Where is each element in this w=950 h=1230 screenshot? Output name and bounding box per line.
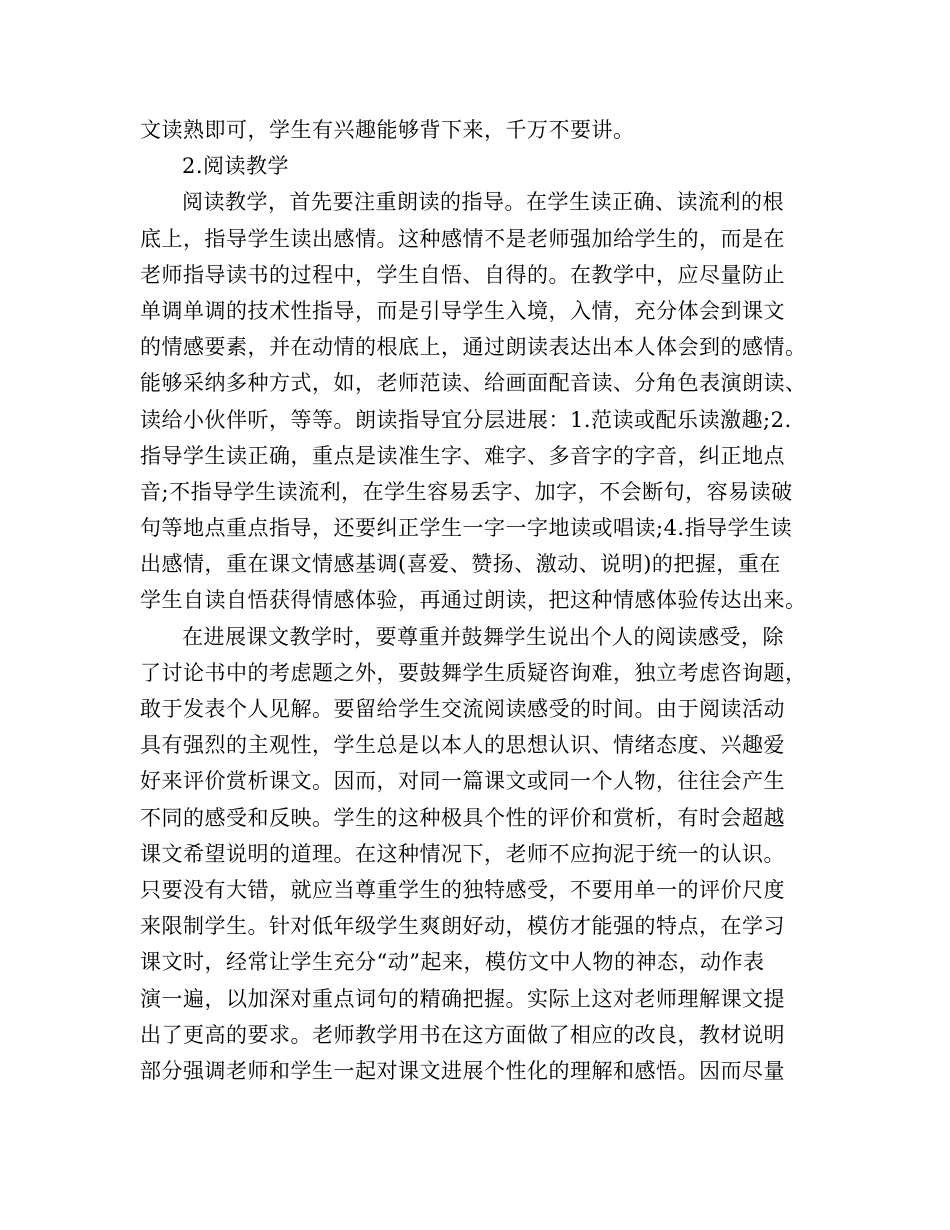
text-line: 出了更高的要求。老师教学用书在这方面做了相应的改良，教材说明 [140, 1022, 785, 1047]
text-line: 文读熟即可，学生有兴趣能够背下来，千万不要讲。 [140, 118, 635, 142]
text-line: 了讨论书中的考虑题之外，要鼓舞学生质疑咨询难，独立考虑咨询题， [140, 660, 807, 685]
text-line: 学生自读自悟获得情感体验，再通过朗读，把这种情感体验传达出来。 [140, 588, 807, 613]
text-line: 具有强烈的主观性，学生总是以本人的思想认识、情绪态度、兴趣爱 [140, 733, 785, 758]
body-text [140, 112, 820, 1089]
text-line: 在进展课文教学时，要尊重并鼓舞学生说出个人的阅读感受，除 [182, 624, 784, 649]
text-line: 部分强调老师和学生一起对课文进展个性化的理解和感悟。因而尽量 [140, 1058, 785, 1083]
text-line: 读给小伙伴听，等等。朗读指导宜分层进展：1.范读或配乐读激趣;2. [140, 407, 792, 432]
text-line: 句等地点重点指导，还要纠正学生一字一字地读或唱读;4.指导学生读 [140, 516, 793, 541]
text-line: 单调单调的技术性指导，而是引导学生入境，入情，充分体会到课文 [140, 298, 785, 323]
text-line: 只要没有大错，就应当尊重学生的独特感受，不要用单一的评价尺度 [140, 877, 785, 902]
text-line: 指导学生读正确，重点是读准生字、难字、多音字的字音，纠正地点 [140, 443, 785, 468]
text-line: 音;不指导学生读流利，在学生容易丢字、加字，不会断句，容易读破 [140, 479, 793, 504]
text-line: 底上，指导学生读出感情。这种感情不是老师强加给学生的，而是在 [140, 226, 785, 251]
text-line: 演一遍，以加深对重点词句的精确把握。实际上这对老师理解课文提 [140, 986, 785, 1011]
text-line: 好来评价赏析课文。因而，对同一篇课文或同一个人物，往往会产生 [140, 769, 785, 794]
text-line: 来限制学生。针对低年级学生爽朗好动，模仿才能强的特点，在学习 [140, 914, 785, 939]
text-line: 老师指导读书的过程中，学生自悟、自得的。在教学中，应尽量防止 [140, 262, 785, 287]
text-line: 阅读教学，首先要注重朗读的指导。在学生读正确、读流利的根 [182, 190, 784, 215]
text-line: 出感情，重在课文情感基调(喜爱、赞扬、激动、说明)的把握，重在 [140, 552, 781, 577]
text-line: 课文时，经常让学生充分“动”起来，模仿文中人物的神态，动作表 [140, 950, 765, 975]
text-line: 敢于发表个人见解。要留给学生交流阅读感受的时间。由于阅读活动 [140, 697, 785, 721]
text-line: 的情感要素，并在动情的根底上，通过朗读表达出本人体会到的感情。 [140, 335, 807, 360]
text-line: 不同的感受和反映。学生的这种极具个性的评价和赏析，有时会超越 [140, 805, 785, 830]
text-line: 能够采纳多种方式，如，老师范读、给画面配音读、分角色表演朗读、 [140, 371, 807, 396]
text-line: 课文希望说明的道理。在这种情况下，老师不应拘泥于统一的认识。 [140, 841, 785, 866]
section-heading: 2.阅读教学 [182, 154, 290, 179]
